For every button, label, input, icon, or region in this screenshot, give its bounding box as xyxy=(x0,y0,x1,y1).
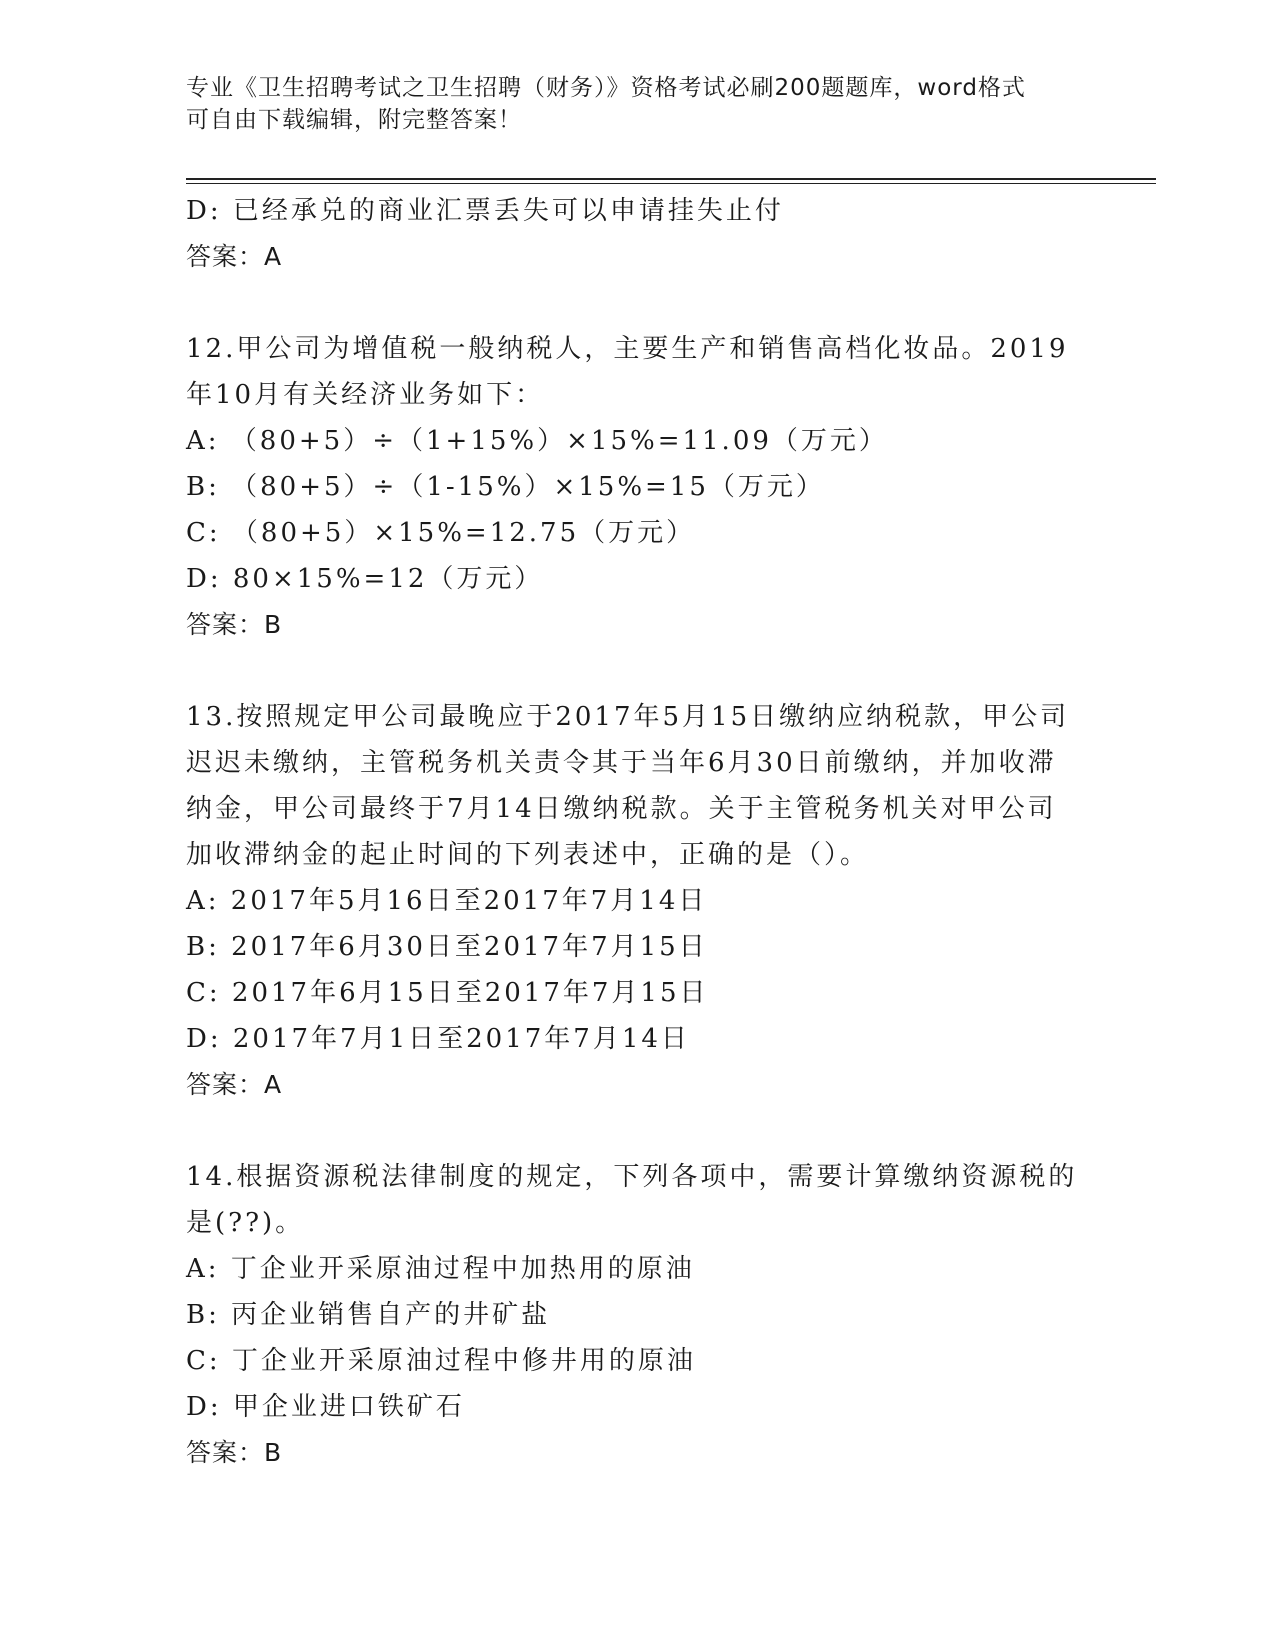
header-title-line-1: 专业《卫生招聘考试之卫生招聘（财务）》资格考试必刷200题题库，word格式 xyxy=(186,75,1026,101)
option-a: A: （80+5）÷（1+15%）×15%=11.09（万元） xyxy=(186,426,888,456)
option-d: D: 80×15%=12（万元） xyxy=(186,564,544,594)
option-a: A: 丁企业开采原油过程中加热用的原油 xyxy=(186,1254,695,1284)
answer-line: 答案：A xyxy=(186,242,283,271)
question-stem-line: 是(??)。 xyxy=(186,1208,305,1238)
question-14 xyxy=(186,1154,1086,1476)
question-stem-line: 纳金，甲公司最终于7月14日缴纳税款。关于主管税务机关对甲公司 xyxy=(186,794,1057,824)
question-12 xyxy=(186,326,1086,648)
question-stem-line: 加收滞纳金的起止时间的下列表述中，正确的是（）。 xyxy=(186,840,870,870)
option-a: A: 2017年5月16日至2017年7月14日 xyxy=(186,886,708,916)
question-block-11-tail xyxy=(186,188,1086,280)
option-c: C: 2017年6月15日至2017年7月15日 xyxy=(186,978,709,1008)
option-c: C: （80+5）×15%=12.75（万元） xyxy=(186,518,696,548)
answer-line: 答案：A xyxy=(186,1070,283,1099)
option-b: B: 2017年6月30日至2017年7月15日 xyxy=(186,932,708,962)
question-13 xyxy=(186,694,1086,1108)
option-b: B: （80+5）÷（1-15%）×15%=15（万元） xyxy=(186,472,825,502)
question-stem-line: 14.根据资源税法律制度的规定，下列各项中，需要计算缴纳资源税的 xyxy=(186,1162,1078,1192)
option-d: D: 甲企业进口铁矿石 xyxy=(186,1392,465,1422)
question-stem-line: 12.甲公司为增值税一般纳税人，主要生产和销售高档化妆品。2019 xyxy=(186,334,1069,364)
header-title-line-2: 可自由下载编辑，附完整答案！ xyxy=(186,107,522,133)
document-header xyxy=(186,72,1066,136)
header-divider-thick xyxy=(186,178,1156,180)
question-spacer xyxy=(186,280,1086,326)
question-spacer xyxy=(186,1108,1086,1154)
header-divider-thin xyxy=(186,183,1156,184)
answer-line: 答案：B xyxy=(186,610,283,639)
option-d: D: 2017年7月1日至2017年7月14日 xyxy=(186,1024,690,1054)
question-spacer xyxy=(186,648,1086,694)
question-stem-line: 年10月有关经济业务如下： xyxy=(186,380,545,410)
answer-line: 答案：B xyxy=(186,1438,283,1467)
document-body xyxy=(186,188,1086,1476)
option-c: C: 丁企业开采原油过程中修井用的原油 xyxy=(186,1346,696,1376)
question-stem-line: 迟迟未缴纳，主管税务机关责令其于当年6月30日前缴纳，并加收滞 xyxy=(186,748,1057,778)
option-d: D: 已经承兑的商业汇票丢失可以申请挂失止付 xyxy=(186,196,784,226)
question-stem-line: 13.按照规定甲公司最晚应于2017年5月15日缴纳应纳税款，甲公司 xyxy=(186,702,1070,732)
option-b: B: 丙企业销售自产的井矿盐 xyxy=(186,1300,551,1330)
